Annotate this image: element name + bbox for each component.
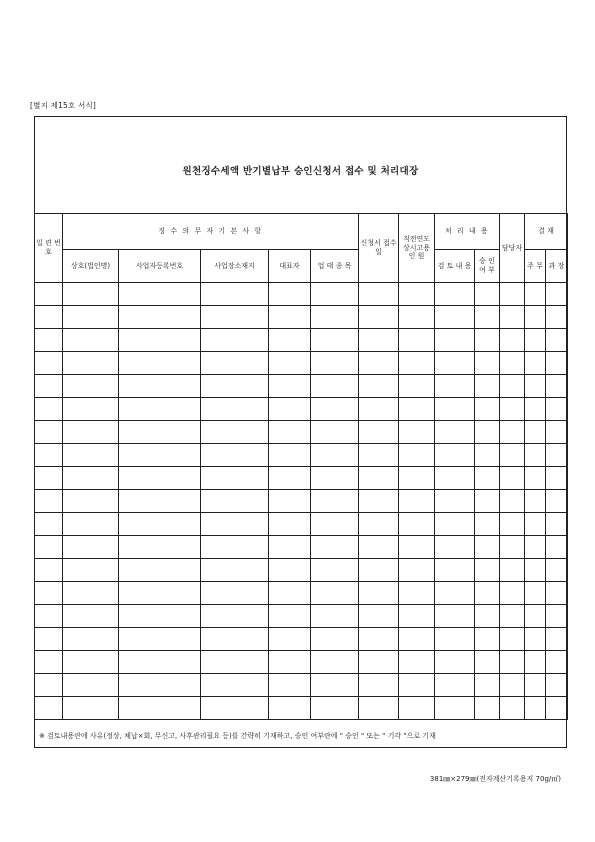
table-cell[interactable] [63, 513, 119, 536]
col-group-processing: 처 리 내 용 [435, 214, 500, 250]
table-cell[interactable] [525, 467, 546, 490]
table-cell[interactable] [359, 467, 399, 490]
table-cell[interactable] [500, 490, 525, 513]
table-cell[interactable] [359, 697, 399, 720]
table-cell[interactable] [63, 536, 119, 559]
table-cell[interactable] [435, 375, 475, 398]
table-cell[interactable] [63, 306, 119, 329]
table-cell[interactable] [546, 628, 568, 651]
table-cell[interactable] [500, 375, 525, 398]
table-cell[interactable] [475, 329, 500, 352]
table-cell[interactable] [311, 375, 359, 398]
table-cell[interactable] [500, 582, 525, 605]
table-cell[interactable] [269, 559, 311, 582]
table-cell[interactable] [311, 559, 359, 582]
table-row [35, 674, 568, 697]
table-cell[interactable] [201, 490, 269, 513]
table-cell[interactable] [269, 329, 311, 352]
table-cell[interactable] [475, 490, 500, 513]
table-cell[interactable] [119, 674, 201, 697]
table-cell[interactable] [399, 582, 435, 605]
table-cell[interactable] [35, 628, 63, 651]
table-cell[interactable] [311, 628, 359, 651]
table-row [35, 536, 568, 559]
table-cell[interactable] [119, 444, 201, 467]
table-cell[interactable] [311, 582, 359, 605]
table-cell[interactable] [201, 559, 269, 582]
table-cell[interactable] [201, 398, 269, 421]
table-cell[interactable] [475, 651, 500, 674]
table-cell[interactable] [63, 444, 119, 467]
col-officer-main: 주 무 [525, 250, 546, 283]
table-cell[interactable] [500, 444, 525, 467]
table-cell[interactable] [435, 352, 475, 375]
header-row-2 [35, 250, 568, 283]
table-cell[interactable] [525, 398, 546, 421]
table-cell[interactable] [546, 513, 568, 536]
col-section-chief: 과 장 [546, 250, 568, 283]
table-cell[interactable] [399, 329, 435, 352]
table-cell[interactable] [119, 582, 201, 605]
table-cell[interactable] [63, 352, 119, 375]
table-cell[interactable] [546, 536, 568, 559]
col-biz-reg-no: 사업자등록번호 [119, 250, 201, 283]
table-cell[interactable] [201, 421, 269, 444]
table-cell[interactable] [201, 605, 269, 628]
table-cell[interactable] [475, 352, 500, 375]
table-cell[interactable] [269, 398, 311, 421]
col-representative: 대표자 [269, 250, 311, 283]
ledger-table [34, 213, 568, 720]
table-cell[interactable] [525, 329, 546, 352]
table-cell[interactable] [500, 398, 525, 421]
table-cell[interactable] [119, 605, 201, 628]
table-cell[interactable] [63, 559, 119, 582]
table-cell[interactable] [359, 559, 399, 582]
table-row [35, 651, 568, 674]
table-cell[interactable] [546, 352, 568, 375]
table-cell[interactable] [500, 329, 525, 352]
table-cell[interactable] [311, 421, 359, 444]
table-cell[interactable] [269, 421, 311, 444]
table-cell[interactable] [399, 559, 435, 582]
table-cell[interactable] [119, 467, 201, 490]
table-cell[interactable] [201, 513, 269, 536]
table-cell[interactable] [399, 375, 435, 398]
table-cell[interactable] [119, 352, 201, 375]
table-cell[interactable] [119, 651, 201, 674]
table-cell[interactable] [269, 628, 311, 651]
table-cell[interactable] [546, 329, 568, 352]
table-cell[interactable] [359, 329, 399, 352]
table-cell[interactable] [475, 674, 500, 697]
table-cell[interactable] [525, 306, 546, 329]
table-cell[interactable] [35, 352, 63, 375]
table-row [35, 628, 568, 651]
table-cell[interactable] [35, 490, 63, 513]
table-cell[interactable] [435, 398, 475, 421]
table-cell[interactable] [525, 444, 546, 467]
table-cell[interactable] [311, 651, 359, 674]
table-cell[interactable] [359, 375, 399, 398]
table-cell[interactable] [525, 375, 546, 398]
table-cell[interactable] [311, 398, 359, 421]
table-cell[interactable] [475, 513, 500, 536]
table-cell[interactable] [546, 559, 568, 582]
table-cell[interactable] [63, 375, 119, 398]
table-cell[interactable] [35, 467, 63, 490]
table-cell[interactable] [500, 628, 525, 651]
table-cell[interactable] [399, 513, 435, 536]
table-cell[interactable] [359, 651, 399, 674]
table-cell[interactable] [63, 697, 119, 720]
table-cell[interactable] [475, 628, 500, 651]
table-cell[interactable] [399, 306, 435, 329]
table-cell[interactable] [269, 582, 311, 605]
table-cell[interactable] [63, 329, 119, 352]
table-cell[interactable] [435, 421, 475, 444]
table-cell[interactable] [500, 674, 525, 697]
table-cell[interactable] [546, 375, 568, 398]
table-cell[interactable] [311, 490, 359, 513]
table-cell[interactable] [35, 536, 63, 559]
table-cell[interactable] [201, 674, 269, 697]
table-cell[interactable] [359, 513, 399, 536]
table-cell[interactable] [435, 559, 475, 582]
page-title: 원천징수세액 반기별납부 승인신청서 접수 및 처리대장 [182, 166, 419, 177]
table-cell[interactable] [119, 283, 201, 306]
table-cell[interactable] [399, 490, 435, 513]
table-cell[interactable] [399, 444, 435, 467]
table-cell[interactable] [399, 398, 435, 421]
table-cell[interactable] [525, 628, 546, 651]
table-row [35, 398, 568, 421]
table-cell[interactable] [500, 697, 525, 720]
table-cell[interactable] [63, 674, 119, 697]
table-row [35, 329, 568, 352]
table-cell[interactable] [500, 536, 525, 559]
table-row [35, 605, 568, 628]
table-cell[interactable] [546, 674, 568, 697]
table-cell[interactable] [269, 697, 311, 720]
table-cell[interactable] [269, 444, 311, 467]
col-officer: 담당자 [500, 214, 525, 283]
table-cell[interactable] [359, 674, 399, 697]
table-row [35, 444, 568, 467]
table-cell[interactable] [435, 329, 475, 352]
table-cell[interactable] [475, 697, 500, 720]
table-cell[interactable] [119, 536, 201, 559]
table-cell[interactable] [435, 697, 475, 720]
table-cell[interactable] [525, 421, 546, 444]
table-cell[interactable] [119, 375, 201, 398]
table-cell[interactable] [359, 605, 399, 628]
table-cell[interactable] [35, 674, 63, 697]
table-cell[interactable] [399, 605, 435, 628]
table-cell[interactable] [546, 582, 568, 605]
table-cell[interactable] [119, 513, 201, 536]
table-row [35, 306, 568, 329]
table-cell[interactable] [311, 352, 359, 375]
table-cell[interactable] [311, 329, 359, 352]
table-cell[interactable] [63, 421, 119, 444]
table-cell[interactable] [269, 306, 311, 329]
table-cell[interactable] [35, 283, 63, 306]
table-cell[interactable] [546, 490, 568, 513]
table-cell[interactable] [525, 352, 546, 375]
table-row [35, 352, 568, 375]
table-cell[interactable] [399, 651, 435, 674]
table-cell[interactable] [475, 398, 500, 421]
table-cell[interactable] [435, 674, 475, 697]
table-cell[interactable] [35, 651, 63, 674]
table-row [35, 697, 568, 720]
table-cell[interactable] [63, 651, 119, 674]
table-cell[interactable] [119, 329, 201, 352]
table-cell[interactable] [201, 283, 269, 306]
table-cell[interactable] [201, 306, 269, 329]
table-cell[interactable] [359, 421, 399, 444]
form-number: [별지 제15호 서식] [30, 101, 97, 110]
table-cell[interactable] [475, 306, 500, 329]
table-cell[interactable] [201, 628, 269, 651]
table-cell[interactable] [311, 674, 359, 697]
table-cell[interactable] [201, 582, 269, 605]
instruction-note: ※ 검토내용란에 사유(정상, 체납×회, 무신고, 사후관리필요 등)를 간략히 기재하고, 승인 여부란에 " 승인 " 또는 " 기각 "으로 기재 [39, 732, 436, 740]
table-cell[interactable] [500, 421, 525, 444]
table-cell[interactable] [546, 444, 568, 467]
table-cell[interactable] [475, 375, 500, 398]
table-cell[interactable] [269, 674, 311, 697]
table-cell[interactable] [311, 467, 359, 490]
table-cell[interactable] [119, 559, 201, 582]
table-cell[interactable] [201, 536, 269, 559]
table-cell[interactable] [500, 352, 525, 375]
table-cell[interactable] [500, 651, 525, 674]
table-cell[interactable] [525, 513, 546, 536]
table-cell[interactable] [525, 605, 546, 628]
table-cell[interactable] [525, 674, 546, 697]
ledger-body [35, 283, 568, 720]
table-cell[interactable] [546, 467, 568, 490]
table-cell[interactable] [269, 283, 311, 306]
col-approval: 승 인 여 부 [475, 250, 500, 283]
table-cell[interactable] [525, 283, 546, 306]
table-cell[interactable] [435, 490, 475, 513]
table-cell[interactable] [119, 398, 201, 421]
table-cell[interactable] [63, 398, 119, 421]
table-cell[interactable] [359, 490, 399, 513]
table-cell[interactable] [63, 467, 119, 490]
table-cell[interactable] [311, 697, 359, 720]
table-cell[interactable] [359, 628, 399, 651]
table-cell[interactable] [525, 697, 546, 720]
table-cell[interactable] [119, 306, 201, 329]
table-cell[interactable] [500, 513, 525, 536]
table-cell[interactable] [525, 536, 546, 559]
table-cell[interactable] [435, 444, 475, 467]
table-row [35, 283, 568, 306]
table-cell[interactable] [35, 398, 63, 421]
table-cell[interactable] [311, 536, 359, 559]
col-biz-location: 사업장소재지 [201, 250, 269, 283]
table-cell[interactable] [119, 628, 201, 651]
table-row [35, 375, 568, 398]
table-cell[interactable] [35, 444, 63, 467]
table-cell[interactable] [435, 651, 475, 674]
table-cell[interactable] [63, 605, 119, 628]
table-cell[interactable] [359, 283, 399, 306]
table-cell[interactable] [435, 283, 475, 306]
table-cell[interactable] [435, 605, 475, 628]
table-cell[interactable] [359, 536, 399, 559]
table-cell[interactable] [35, 306, 63, 329]
table-cell[interactable] [269, 467, 311, 490]
table-cell[interactable] [201, 444, 269, 467]
table-cell[interactable] [475, 559, 500, 582]
header-row-1 [35, 214, 568, 250]
table-cell[interactable] [475, 444, 500, 467]
ledger-frame [34, 116, 567, 748]
table-cell[interactable] [359, 582, 399, 605]
table-cell[interactable] [35, 375, 63, 398]
table-cell[interactable] [63, 582, 119, 605]
table-cell[interactable] [500, 283, 525, 306]
table-cell[interactable] [399, 628, 435, 651]
table-row [35, 490, 568, 513]
col-group-approval-sign: 결 재 [525, 214, 568, 250]
table-cell[interactable] [311, 513, 359, 536]
col-group-taxpayer: 징 수 의 무 자 기 본 사 항 [63, 214, 359, 250]
table-cell[interactable] [35, 329, 63, 352]
table-cell[interactable] [269, 352, 311, 375]
table-cell[interactable] [63, 628, 119, 651]
col-business-type: 업 태 종 목 [311, 250, 359, 283]
table-cell[interactable] [500, 306, 525, 329]
table-cell[interactable] [546, 605, 568, 628]
table-cell[interactable] [435, 536, 475, 559]
col-review: 검 토 내 용 [435, 250, 475, 283]
table-cell[interactable] [475, 467, 500, 490]
table-cell[interactable] [525, 651, 546, 674]
table-cell[interactable] [500, 559, 525, 582]
table-cell[interactable] [435, 628, 475, 651]
table-cell[interactable] [311, 283, 359, 306]
table-cell[interactable] [399, 352, 435, 375]
col-employees: 직전연도 상시고용 인 원 [399, 214, 435, 283]
table-cell[interactable] [435, 467, 475, 490]
table-cell[interactable] [201, 697, 269, 720]
table-cell[interactable] [35, 513, 63, 536]
table-cell[interactable] [399, 421, 435, 444]
table-cell[interactable] [435, 513, 475, 536]
table-cell[interactable] [201, 467, 269, 490]
table-cell[interactable] [359, 444, 399, 467]
table-cell[interactable] [475, 605, 500, 628]
table-cell[interactable] [35, 559, 63, 582]
table-cell[interactable] [475, 283, 500, 306]
table-cell[interactable] [119, 490, 201, 513]
table-cell[interactable] [475, 536, 500, 559]
table-cell[interactable] [359, 352, 399, 375]
table-cell[interactable] [546, 421, 568, 444]
table-row [35, 421, 568, 444]
table-cell[interactable] [546, 651, 568, 674]
table-cell[interactable] [399, 536, 435, 559]
table-cell[interactable] [435, 306, 475, 329]
table-cell[interactable] [35, 582, 63, 605]
table-cell[interactable] [475, 421, 500, 444]
table-cell[interactable] [311, 306, 359, 329]
table-cell[interactable] [435, 582, 475, 605]
table-cell[interactable] [269, 513, 311, 536]
table-cell[interactable] [546, 306, 568, 329]
table-cell[interactable] [311, 444, 359, 467]
table-cell[interactable] [35, 605, 63, 628]
table-row [35, 467, 568, 490]
table-cell[interactable] [35, 697, 63, 720]
table-cell[interactable] [201, 329, 269, 352]
table-cell[interactable] [525, 582, 546, 605]
table-cell[interactable] [399, 697, 435, 720]
table-cell[interactable] [525, 490, 546, 513]
col-serial: 일 련 번 호 [35, 214, 63, 283]
table-cell[interactable] [119, 697, 201, 720]
table-cell[interactable] [546, 697, 568, 720]
table-row [35, 582, 568, 605]
table-cell[interactable] [500, 605, 525, 628]
table-cell[interactable] [201, 352, 269, 375]
table-cell[interactable] [500, 467, 525, 490]
table-cell[interactable] [63, 490, 119, 513]
table-cell[interactable] [35, 421, 63, 444]
table-cell[interactable] [399, 674, 435, 697]
table-cell[interactable] [201, 375, 269, 398]
table-cell[interactable] [269, 605, 311, 628]
table-cell[interactable] [399, 283, 435, 306]
table-row [35, 513, 568, 536]
paper-size-note: 381㎜×279㎜(전자계산기록용지 70g/㎡) [429, 775, 561, 783]
col-application-date: 신청서 접수일 [359, 214, 399, 283]
table-cell[interactable] [525, 559, 546, 582]
table-cell[interactable] [359, 306, 399, 329]
col-trade-name: 상호(법인명) [63, 250, 119, 283]
table-cell[interactable] [269, 651, 311, 674]
table-row [35, 559, 568, 582]
table-cell[interactable] [475, 582, 500, 605]
table-cell[interactable] [63, 283, 119, 306]
table-cell[interactable] [119, 421, 201, 444]
table-cell[interactable] [399, 467, 435, 490]
table-cell[interactable] [311, 605, 359, 628]
table-cell[interactable] [546, 398, 568, 421]
table-cell[interactable] [546, 283, 568, 306]
table-cell[interactable] [359, 398, 399, 421]
table-cell[interactable] [269, 490, 311, 513]
table-cell[interactable] [269, 375, 311, 398]
title-area [35, 117, 566, 213]
table-cell[interactable] [201, 651, 269, 674]
table-cell[interactable] [269, 536, 311, 559]
